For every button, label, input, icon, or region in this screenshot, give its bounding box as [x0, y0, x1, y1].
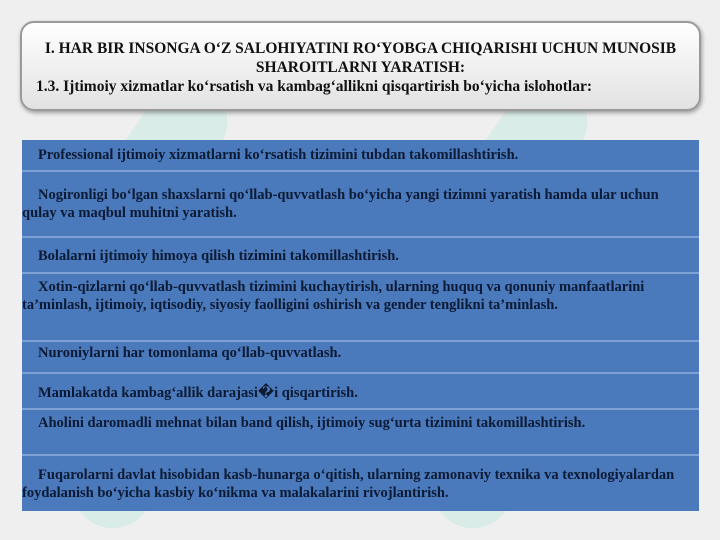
list-item-text: Bolalarni ijtimoiy himoya qilish tizimini takomillashtirish.	[38, 248, 399, 264]
header-box	[20, 21, 701, 111]
reform-list	[22, 140, 699, 511]
list-item	[22, 172, 699, 238]
page-title: I. HAR BIR INSONGA O‘Z SALOHIYATINI RO‘YOBGA CHIQARISHI UCHUN MUNOSIB SHAROITLARNI YARATISH:	[44, 40, 677, 76]
list-item-text: Aholini daromadli mehnat bilan band qilish, ijtimoiy sug‘urta tizimini takomillashtirish.	[38, 415, 586, 431]
list-item-text: Fuqarolarni davlat hisobidan kasb-hunarga o‘qitish, ularning zamonaviy texnika va texnologiyalardan foydalanish bo‘yicha kasbiy ko‘nikma va malakalarini rivojlantirish.	[22, 467, 675, 501]
list-item	[22, 342, 699, 374]
list-item-text: Mamlakatda kambag‘allik darajasi�i qisqartirish.	[38, 385, 358, 401]
list-item	[22, 374, 699, 410]
list-item-text: Xotin-qizlarni qo‘llab-quvvatlash tizimini kuchaytirish, ularning huquq va qonuniy manfaatlarini ta’minlash, ijtimoiy, iqtisodiy, siyosiy faolligini oshirish va gender tenglikni ta’minlash.	[22, 279, 645, 313]
list-item	[22, 274, 699, 342]
list-item-text: Professional ijtimoiy xizmatlarni ko‘rsatish tizimini tubdan takomillashtirish.	[38, 147, 519, 163]
list-item-text: Nuroniylarni har tomonlama qo‘llab-quvvatlash.	[38, 345, 342, 361]
list-item	[22, 238, 699, 274]
list-item	[22, 140, 699, 172]
list-item	[22, 456, 699, 511]
list-item	[22, 410, 699, 456]
list-item-text: Nogironligi bo‘lgan shaxslarni qo‘llab-quvvatlash bo‘yicha yangi tizimni yaratish hamda ular uchun qulay va maqbul muhitni yaratish.	[22, 187, 659, 221]
section-subtitle: 1.3. Ijtimoiy xizmatlar ko‘rsatish va kambag‘allikni qisqartirish bo‘yicha islohotlar:	[36, 78, 593, 95]
